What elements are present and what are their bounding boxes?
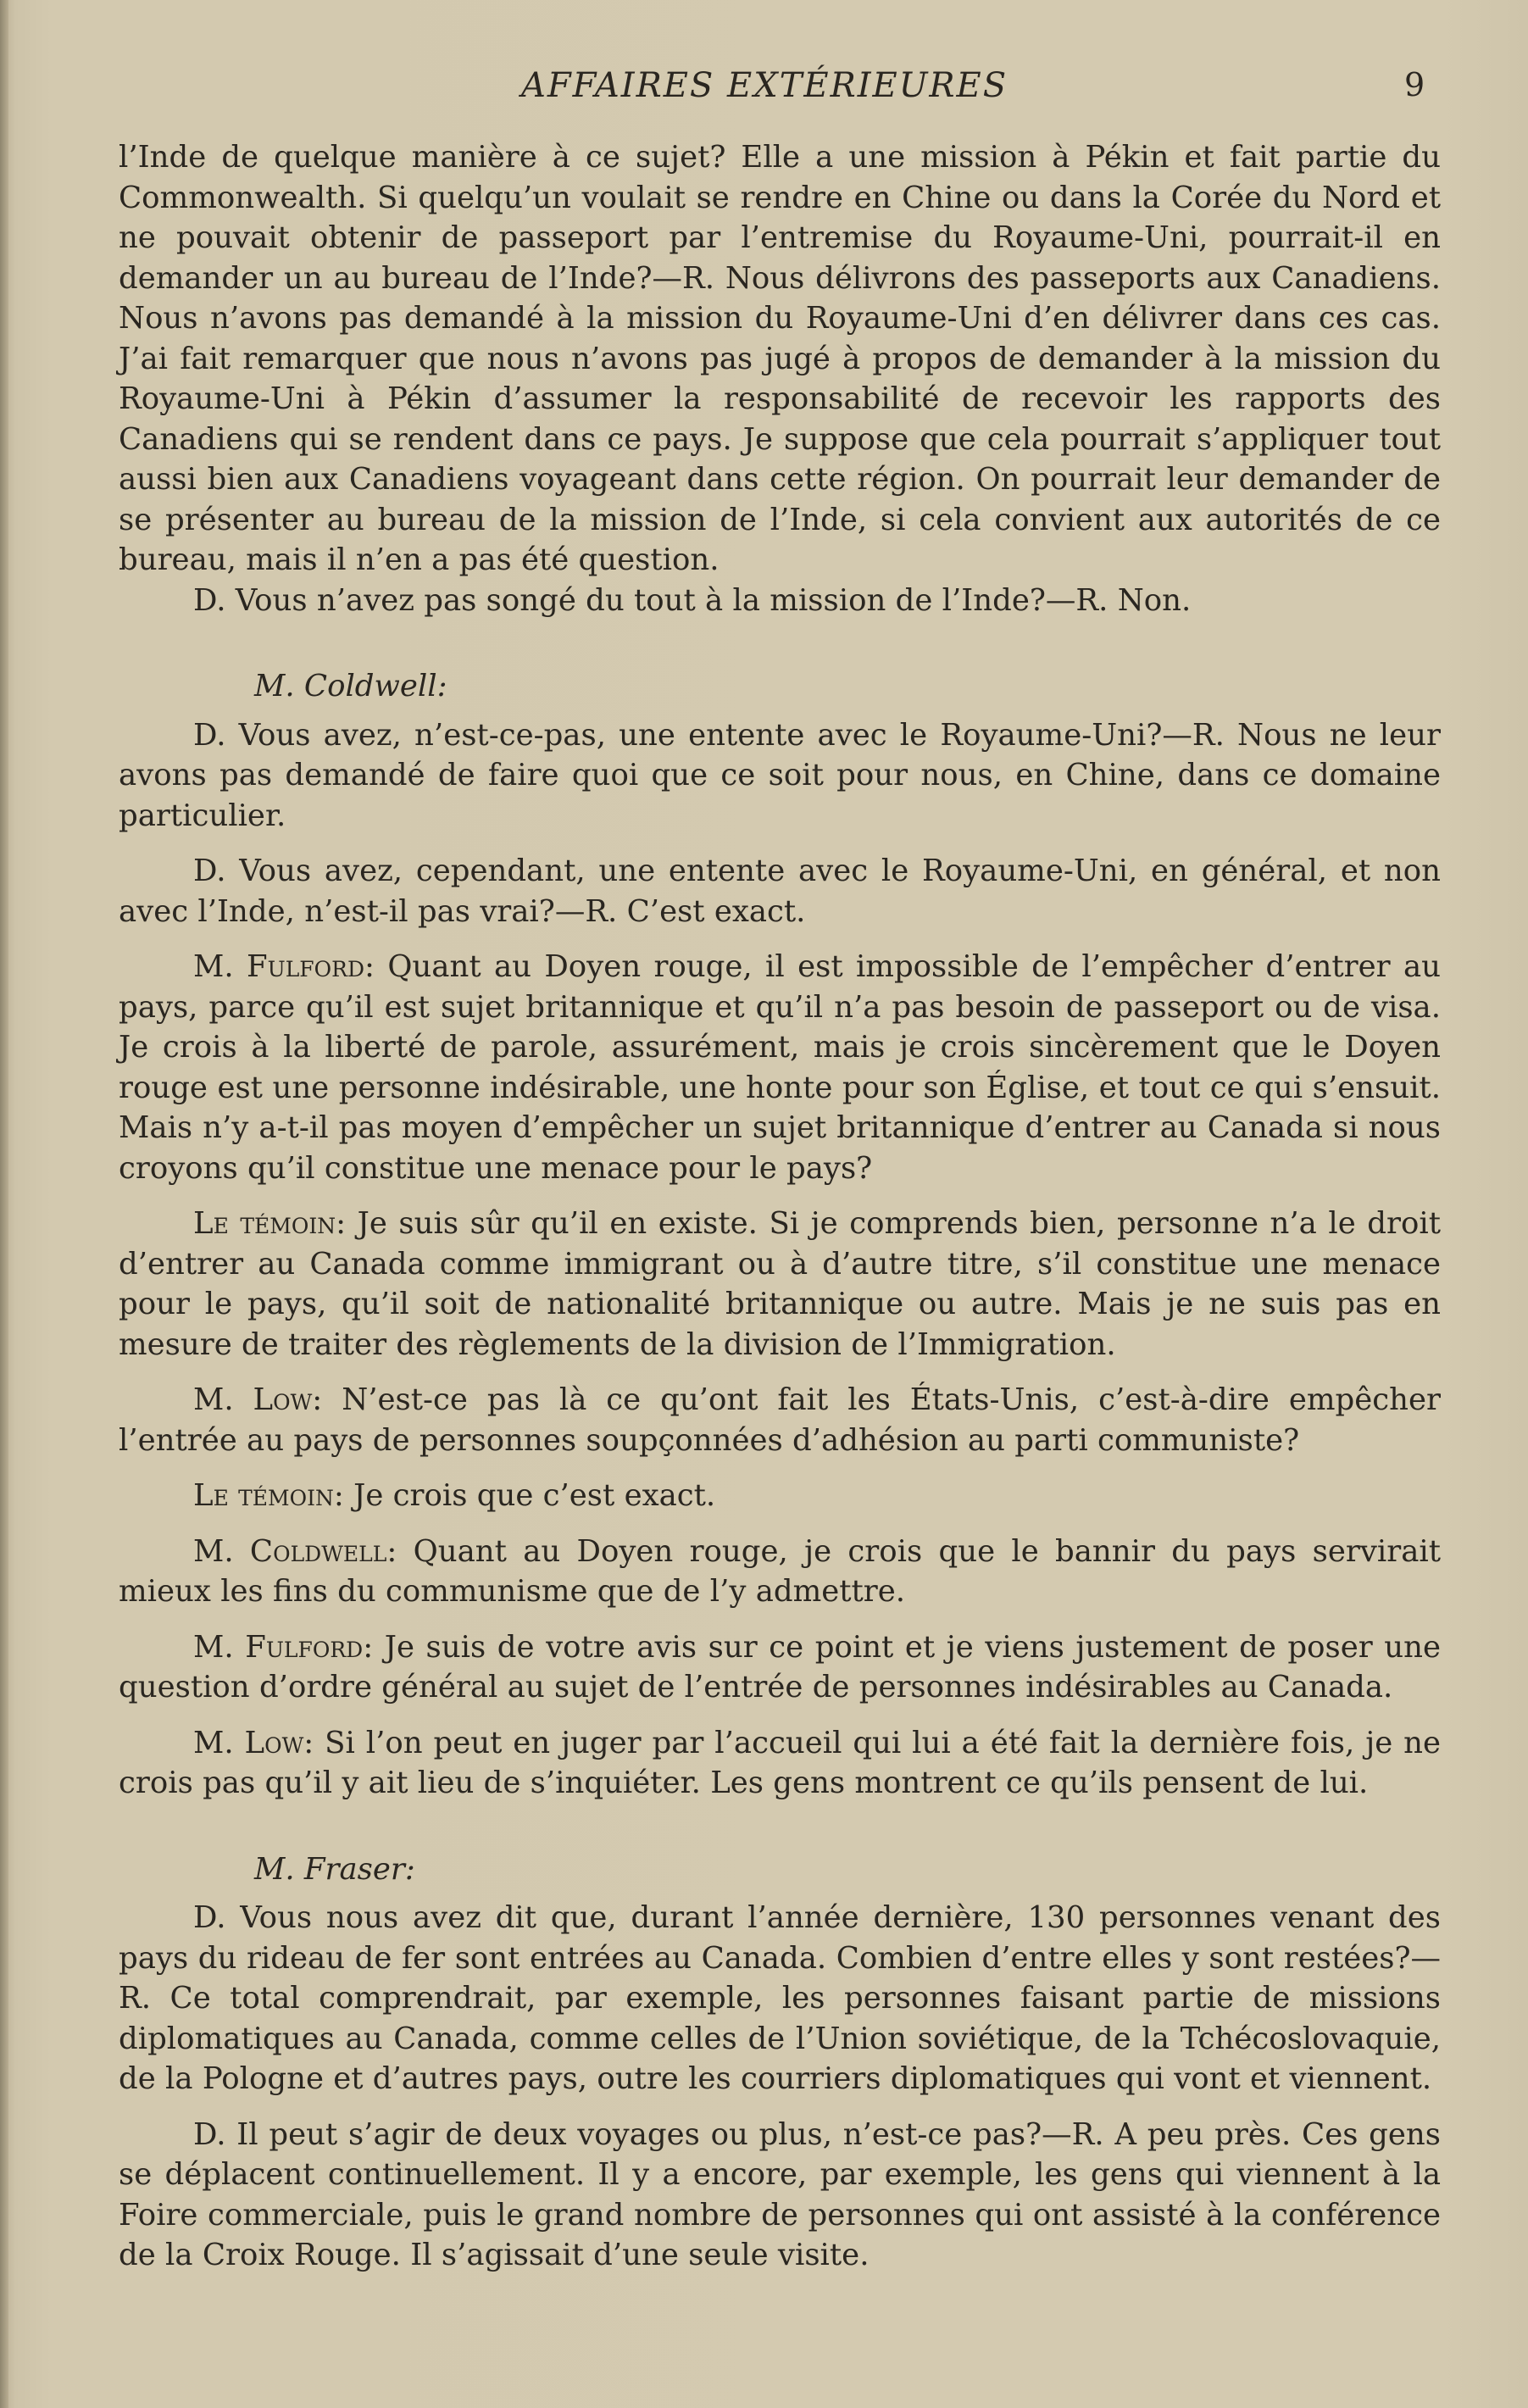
paragraph xyxy=(119,1723,1441,1804)
paragraph: D. Vous avez, cependant, une entente avec le Royaume-Uni, en général, et non avec l’Inde, n’est-il pas vrai?—R. C’est exact. xyxy=(119,854,1441,929)
speaker-name: M. Fulford: xyxy=(193,1629,374,1665)
paragraph xyxy=(119,1476,1441,1516)
paragraph: l’Inde de quelque manière à ce sujet? Elle a une mission à Pékin et fait partie du Commonwealth. Si quelqu’un voulait se rendre en Chine ou dans la Corée du Nord et ne pouvait obtenir de passeport par l’entremise du Royaume-Uni, pourrait-il en demander un au bureau de l’Inde?—R. Nous délivrons des passeports aux Canadiens. Nous n’avons pas demandé à la mission du Royaume-Uni d’en délivrer dans ces cas. J’ai fait remarquer que nous n’avons pas jugé à propos de demander à la mission du Royaume-Uni à Pékin d’assumer la responsabilité de recevoir les rapports des Canadiens qui se rendent dans ce pays. Je suppose que cela pourrait s’appliquer tout aussi bien aux Canadiens voyageant dans cette région. On pourrait leur demander de se présenter au bureau de la mission de l’Inde, si cela convient aux autorités de ce bureau, mais il n’en a pas été question. xyxy=(119,140,1441,577)
running-title: AFFAIRES EXTÉRIEURES xyxy=(521,66,1008,105)
speaker-name: M. Coldwell: xyxy=(193,1533,397,1569)
paragraph: D. Vous n’avez pas songé du tout à la mission de l’Inde?—R. Non. xyxy=(193,582,1192,618)
speaker-name: M. Low: xyxy=(193,1725,314,1760)
paragraph: D. Vous avez, n’est-ce-pas, une entente avec le Royaume-Uni?—R. Nous ne leur avons pas demandé de faire quoi que ce soit pour nous, en Chine, dans ce domaine particulier. xyxy=(119,717,1441,833)
book-spine-edge xyxy=(0,0,8,2408)
paragraph-text: Je suis sûr qu’il en existe. Si je comprends bien, personne n’a le droit d’entrer au Canada comme immigrant ou à d’autre titre, s’il constitue une menace pour le pays, qu’il soit de nationalité britannique ou autre. Mais je ne suis pas en mesure de traiter des règlements de la division de l’Immigration. xyxy=(119,1206,1441,1362)
paragraph-text: Je crois que c’est exact. xyxy=(353,1478,716,1513)
paragraph: D. Il peut s’agir de deux voyages ou plus, n’est-ce pas?—R. A peu près. Ces gens se déplacent continuellement. Il y a encore, par exemple, les gens qui viennent à la Foire commerciale, puis le grand nombre de personnes qui ont assisté à la conférence de la Croix Rouge. Il s’agissait d’une seule visite. xyxy=(119,2116,1441,2272)
page-header xyxy=(0,66,1528,117)
speaker-name: M. Fulford: xyxy=(193,949,375,984)
page-number: 9 xyxy=(1404,66,1425,103)
paragraph xyxy=(119,1627,1441,1708)
paragraph-text: Quant au Doyen rouge, il est impossible de l’empêcher d’entrer au pays, parce qu’il est sujet britannique et qu’il n’a pas besoin de passeport ou de visa. Je crois à la liberté de parole, assurément, mais je crois sincèrement que le Doyen rouge est une personne indésirable, une honte pour son Église, et tout ce qui s’ensuit. Mais n’y a-t-il pas moyen d’empêcher un sujet britannique d’entrer au Canada si nous croyons qu’il constitue une menace pour le pays? xyxy=(119,949,1441,1186)
paragraph-text: N’est-ce pas là ce qu’ont fait les États-Unis, c’est-à-dire empêcher l’entrée au pays de personnes soupçonnées d’adhésion au parti communiste? xyxy=(119,1382,1441,1458)
paragraph: D. Vous nous avez dit que, durant l’année dernière, 130 personnes venant des pays du rideau de fer sont entrées au Canada. Combien d’entre elles y sont restées?—R. Ce total comprendrait, par exemple, les personnes faisant partie de missions diplomatiques au Canada, comme celles de l’Union soviétique, de la Tchécoslovaquie, de la Pologne et d’autres pays, outre les courriers diplomatiques qui vont et viennent. xyxy=(119,1900,1441,2096)
paragraph-text: Si l’on peut en juger par l’accueil qui lui a été fait la dernière fois, je ne crois pas qu’il y ait lieu de s’inquiéter. Les gens montrent ce qu’ils pensent de lui. xyxy=(119,1725,1441,1800)
speaker-name: Le témoin: xyxy=(193,1478,344,1513)
paragraph xyxy=(119,947,1441,1188)
paragraph xyxy=(119,1204,1441,1365)
speaker-name: M. Low: xyxy=(193,1382,323,1417)
body-text xyxy=(119,137,1441,2276)
speaker-heading: M. Fraser: xyxy=(254,1851,415,1887)
paragraph-text: Quant au Doyen rouge, je crois que le bannir du pays servirait mieux les fins du communisme que de l’y admettre. xyxy=(119,1533,1441,1609)
paragraph-text: Je suis de votre avis sur ce point et je viens justement de poser une question d’ordre général au sujet de l’entrée de personnes indésirables au Canada. xyxy=(119,1629,1441,1705)
paragraph xyxy=(119,1380,1441,1460)
speaker-name: Le témoin: xyxy=(193,1206,347,1241)
paragraph xyxy=(119,1532,1441,1612)
speaker-heading: M. Coldwell: xyxy=(254,669,447,703)
